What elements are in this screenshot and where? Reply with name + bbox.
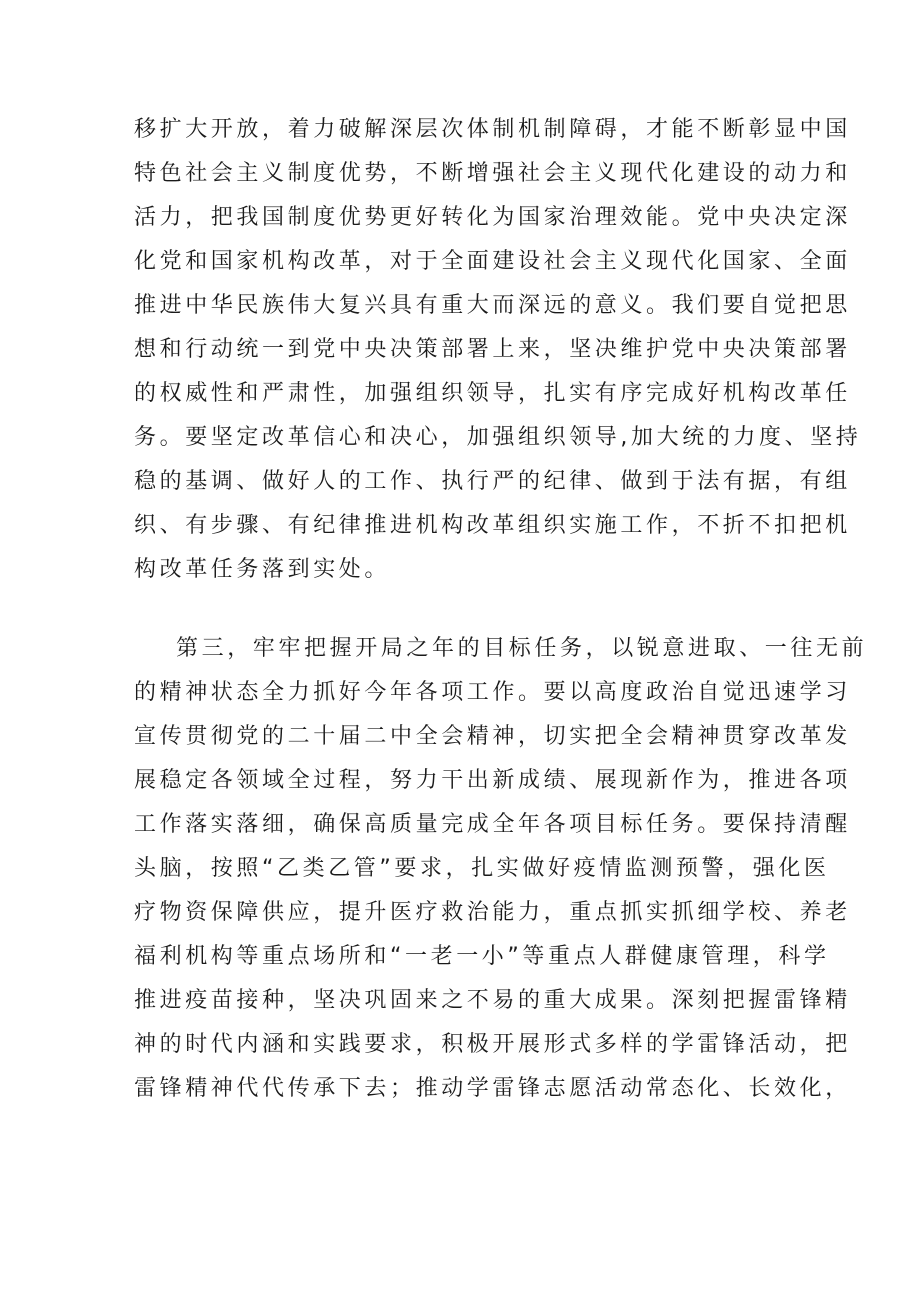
text-line: 福利机构等重点场所和“一老一小”等重点人群健康管理，科学 <box>134 944 830 969</box>
paragraph-2 <box>134 627 868 1111</box>
paragraph-1 <box>134 108 862 592</box>
text-line-first: 第三，牢牢把握开局之年的目标任务，以锐意进取、一往无前 <box>176 636 868 661</box>
text-line: 雷锋精神代代传承下去；推动学雷锋志愿活动常态化、长效化， <box>134 1076 851 1101</box>
text-line: 特色社会主义制度优势，不断增强社会主义现代化建设的动力和 <box>134 161 851 186</box>
text-line: 神的时代内涵和实践要求，积极开展形式多样的学雷锋活动，把 <box>134 1032 851 1057</box>
text-line: 展稳定各领域全过程，努力干出新成绩、展现新作为，推进各项 <box>134 768 851 793</box>
text-line: 移扩大开放，着力破解深层次体制机制障碍，才能不断彰显中国 <box>134 117 851 142</box>
text-line: 推进疫苗接种，坚决巩固来之不易的重大成果。深刻把握雷锋精 <box>134 988 851 1013</box>
text-line: 化党和国家机构改革，对于全面建设社会主义现代化国家、全面 <box>134 249 851 274</box>
text-line: 想和行动统一到党中央决策部署上来，坚决维护党中央决策部署 <box>134 337 851 362</box>
text-line: 构改革任务落到实处。 <box>134 557 391 582</box>
text-line: 的精神状态全力抓好今年各项工作。要以高度政治自觉迅速学习 <box>134 680 851 705</box>
text-line: 头脑，按照“乙类乙管”要求，扎实做好疫情监测预警，强化医 <box>134 856 830 881</box>
text-line: 推进中华民族伟大复兴具有重大而深远的意义。我们要自觉把思 <box>134 293 851 318</box>
text-line: 工作落实落细，确保高质量完成全年各项目标任务。要保持清醒 <box>134 812 851 837</box>
text-line: 宣传贯彻党的二十届二中全会精神，切实把全会精神贯穿改革发 <box>134 724 851 749</box>
text-line: 务。要坚定改革信心和决心，加强组织领导,加大统的力度、坚持 <box>134 425 862 450</box>
text-line: 稳的基调、做好人的工作、执行严的纪律、做到于法有据，有组 <box>134 469 851 494</box>
text-line: 织、有步骤、有纪律推进机构改革组织实施工作，不折不扣把机 <box>134 513 851 538</box>
text-line: 的权威性和严肃性，加强组织领导，扎实有序完成好机构改革任 <box>134 381 851 406</box>
text-line: 疗物资保障供应，提升医疗救治能力，重点抓实抓细学校、养老 <box>134 900 851 925</box>
text-line: 活力，把我国制度优势更好转化为国家治理效能。党中央决定深 <box>134 205 851 230</box>
